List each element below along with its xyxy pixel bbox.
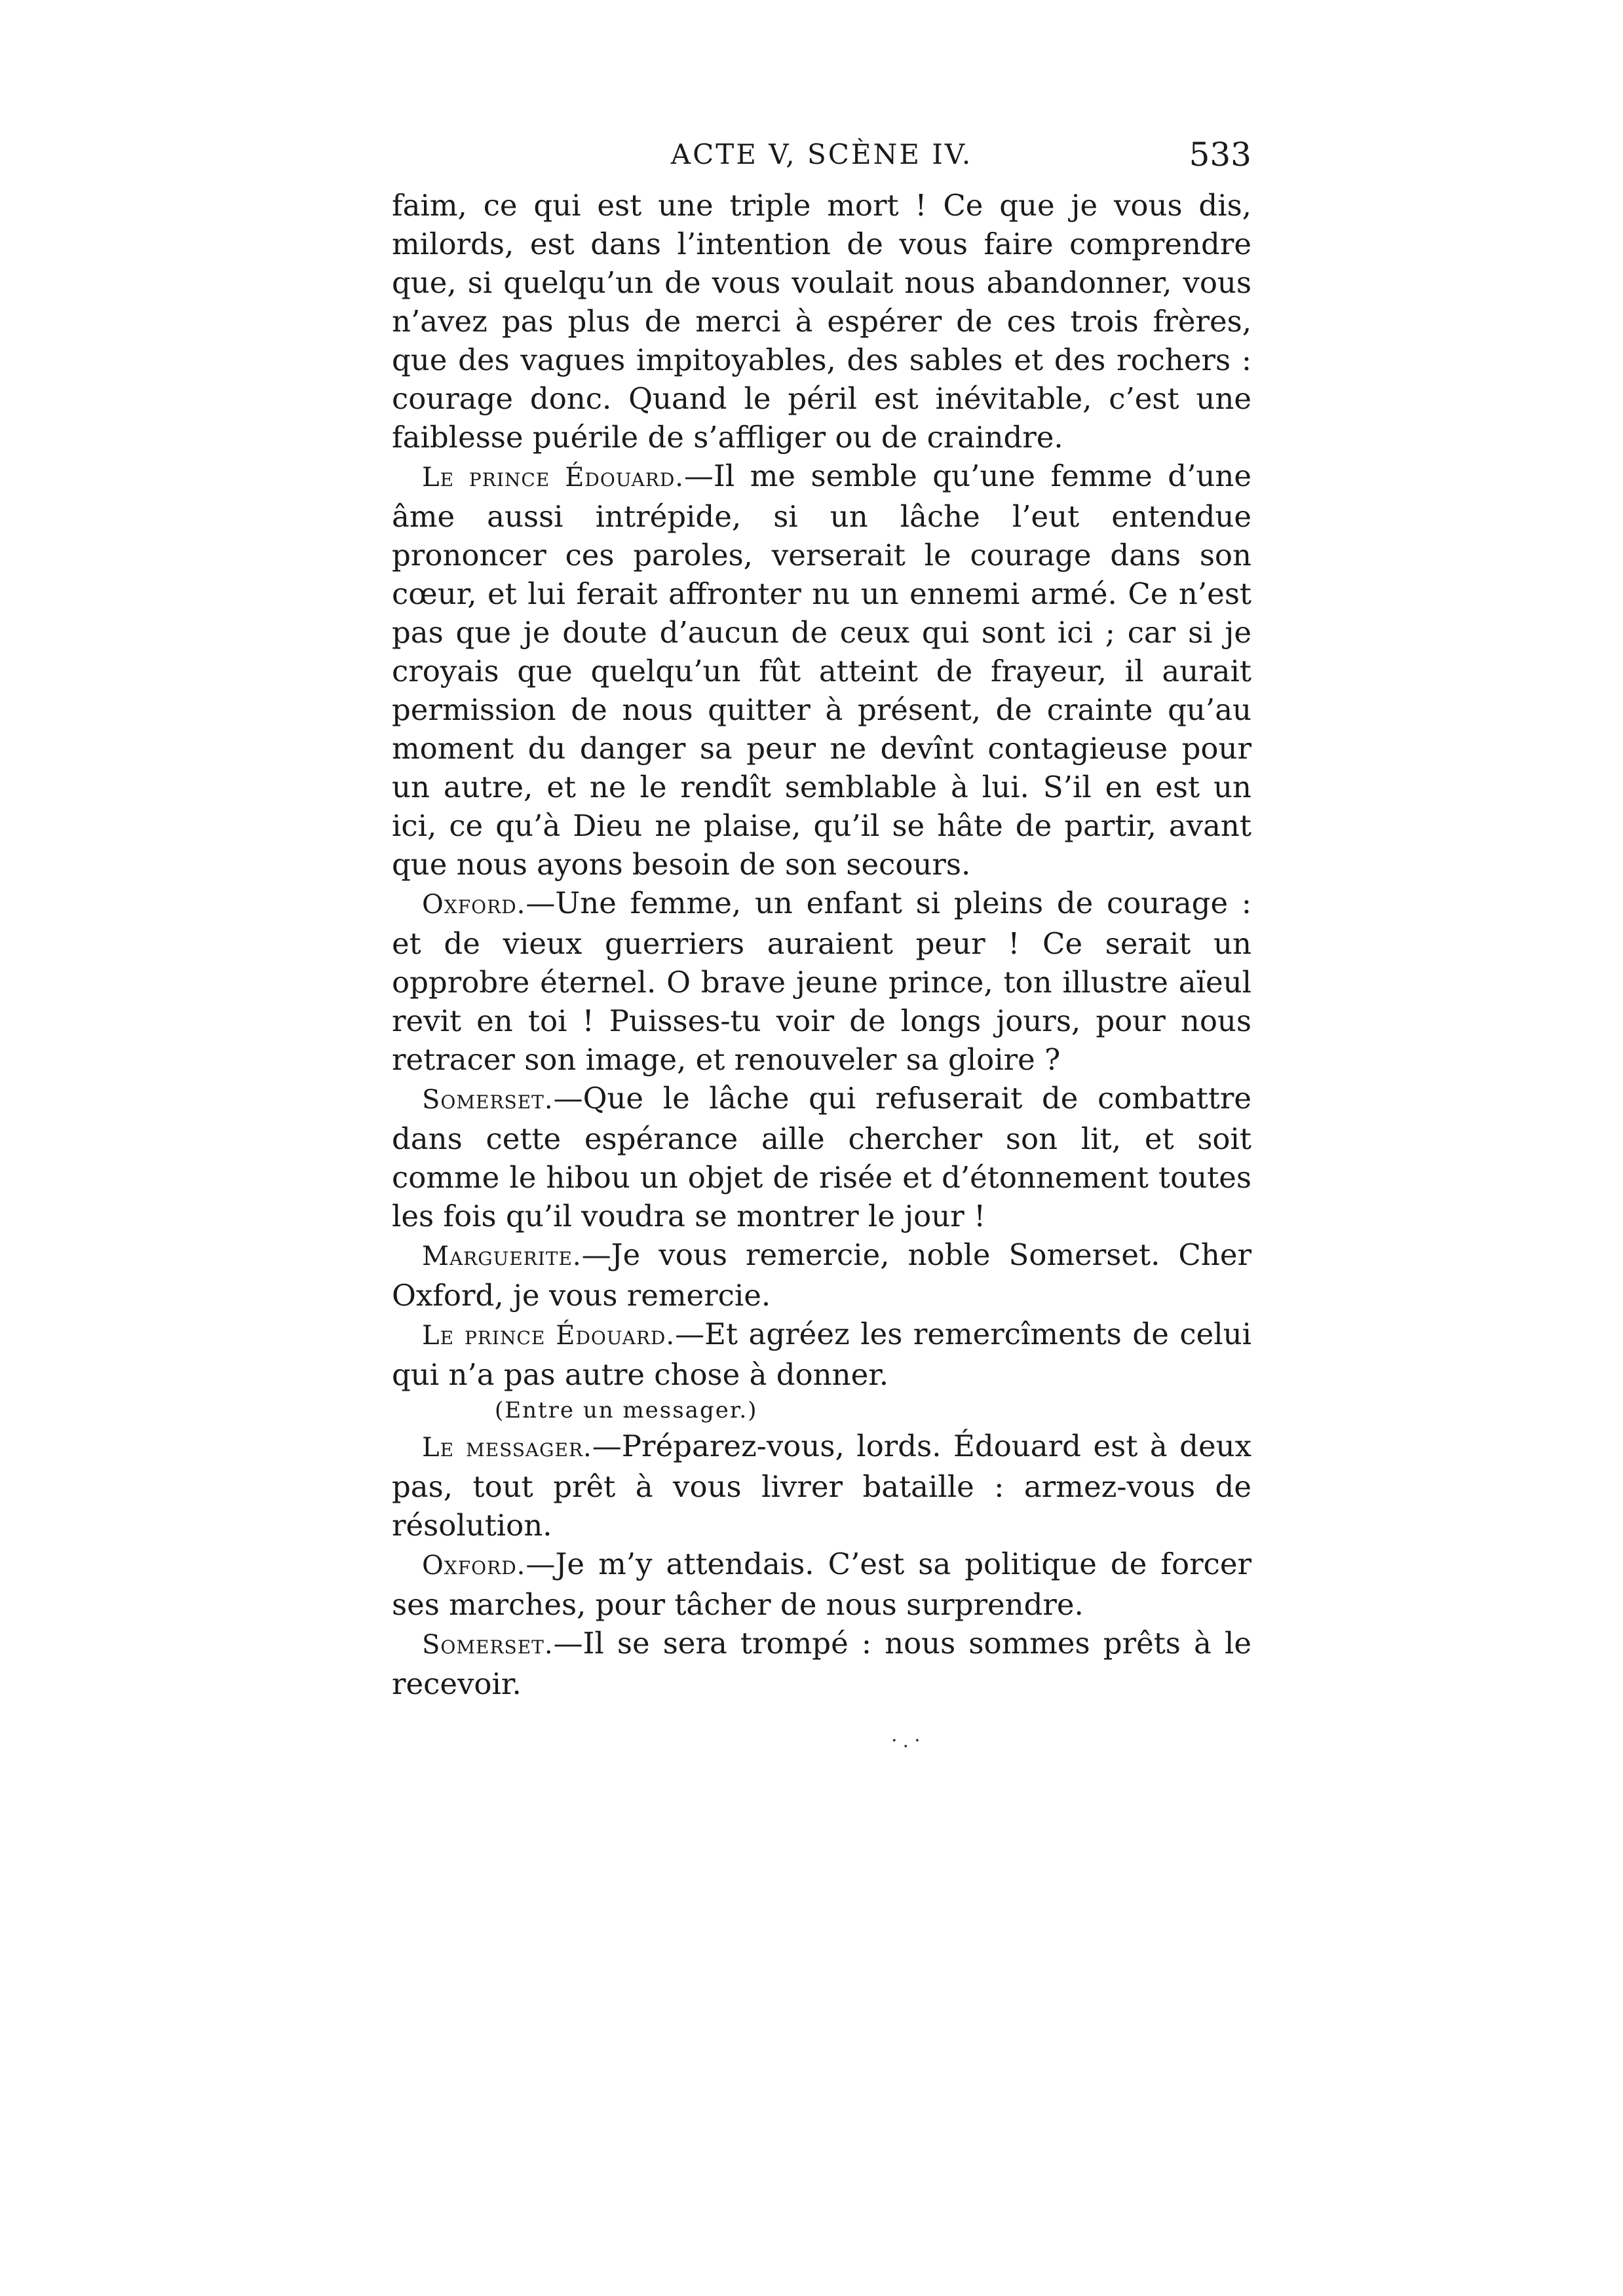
speaker-name: Somerset.: [422, 1085, 554, 1115]
speech-text: —Que le lâche qui refuserait de combattre dans cette espérance aille chercher son lit, et soit comme le hibou un objet de risée et d’étonnement toutes les fois qu’il voudra se montrer le jour !: [392, 1081, 1251, 1233]
running-title: ACTE V, SCÈNE IV.: [670, 138, 973, 170]
speech-somerset-2: [392, 1624, 1251, 1703]
page-header: [392, 128, 1251, 181]
speech-somerset: [392, 1079, 1251, 1235]
speaker-name: Le prince Édouard.: [422, 462, 685, 493]
speech-text: —Je vous remercie, noble Somerset. Cher Oxford, je vous remercie.: [392, 1237, 1251, 1313]
speech-text: —Préparez-vous, lords. Édouard est à deux pas, tout prêt à vous livrer bataille : armez-vous de résolution.: [392, 1429, 1251, 1543]
speech-text: —Il me semble qu’une femme d’une âme aussi intrépide, si un lâche l’eut entendue prononcer ces paroles, verserait le courage dans son cœur, et lui ferait affronter nu un ennemi armé. Ce n’est pas que je doute d’aucun de ceux qui sont ici ; car si je croyais que quelqu’un fût atteint de frayeur, il aurait permission de nous quitter à présent, de crainte qu’au moment du danger sa peur ne devînt contagieuse pour un autre, et ne le rendît semblable à lui. S’il en est un ici, ce qu’à Dieu ne plaise, qu’il se hâte de partir, avant que nous ayons besoin de son secours.: [392, 459, 1251, 882]
speech-marguerite: [392, 1235, 1251, 1315]
speaker-name: Oxford.: [422, 1551, 526, 1581]
speaker-name: Marguerite.: [422, 1241, 582, 1271]
page-number: 533: [1189, 136, 1251, 174]
speech-prince-edouard-2: [392, 1315, 1251, 1394]
speaker-name: Le prince Édouard.: [422, 1321, 676, 1351]
speech-text: —Une femme, un enfant si pleins de courage : et de vieux guerriers auraient peur ! Ce serait un opprobre éternel. O brave jeune prince, ton illustre aïeul revit en toi ! Puisses-tu voir de longs jours, pour nous retracer son image, et renouveler sa gloire ?: [392, 886, 1251, 1077]
speech-oxford: [392, 884, 1251, 1079]
paragraph-text: faim, ce qui est une triple mort ! Ce que je vous dis, milords, est dans l’intention de vous faire comprendre que, si quelqu’un de vous voulait nous abandonner, vous n’avez pas plus de merci à espérer de ces trois frères, que des vagues impitoyables, des sables et des rochers : courage donc. Quand le péril est inévitable, c’est une faiblesse puérile de s’affliger ou de craindre.: [392, 188, 1251, 455]
print-speck-ornament: ·.·: [891, 1729, 926, 1752]
stage-direction: (Entre un messager.): [495, 1397, 758, 1423]
speech-prince-edouard: [392, 457, 1251, 884]
speech-text: —Je m’y attendais. C’est sa politique de forcer ses marches, pour tâcher de nous surprendre.: [392, 1547, 1251, 1622]
speech-text: —Et agréez les remercîments de celui qui n’a pas autre chose à donner.: [392, 1317, 1251, 1392]
page-body: [392, 186, 1251, 1703]
speech-oxford-2: [392, 1545, 1251, 1624]
speaker-name: Oxford.: [422, 890, 526, 920]
speech-text: —Il se sera trompé : nous sommes prêts à le recevoir.: [392, 1626, 1251, 1701]
speech-messager: [392, 1427, 1251, 1545]
speaker-name: Somerset.: [422, 1630, 554, 1660]
paragraph-continuation: [392, 186, 1251, 457]
speaker-name: Le messager.: [422, 1433, 592, 1463]
